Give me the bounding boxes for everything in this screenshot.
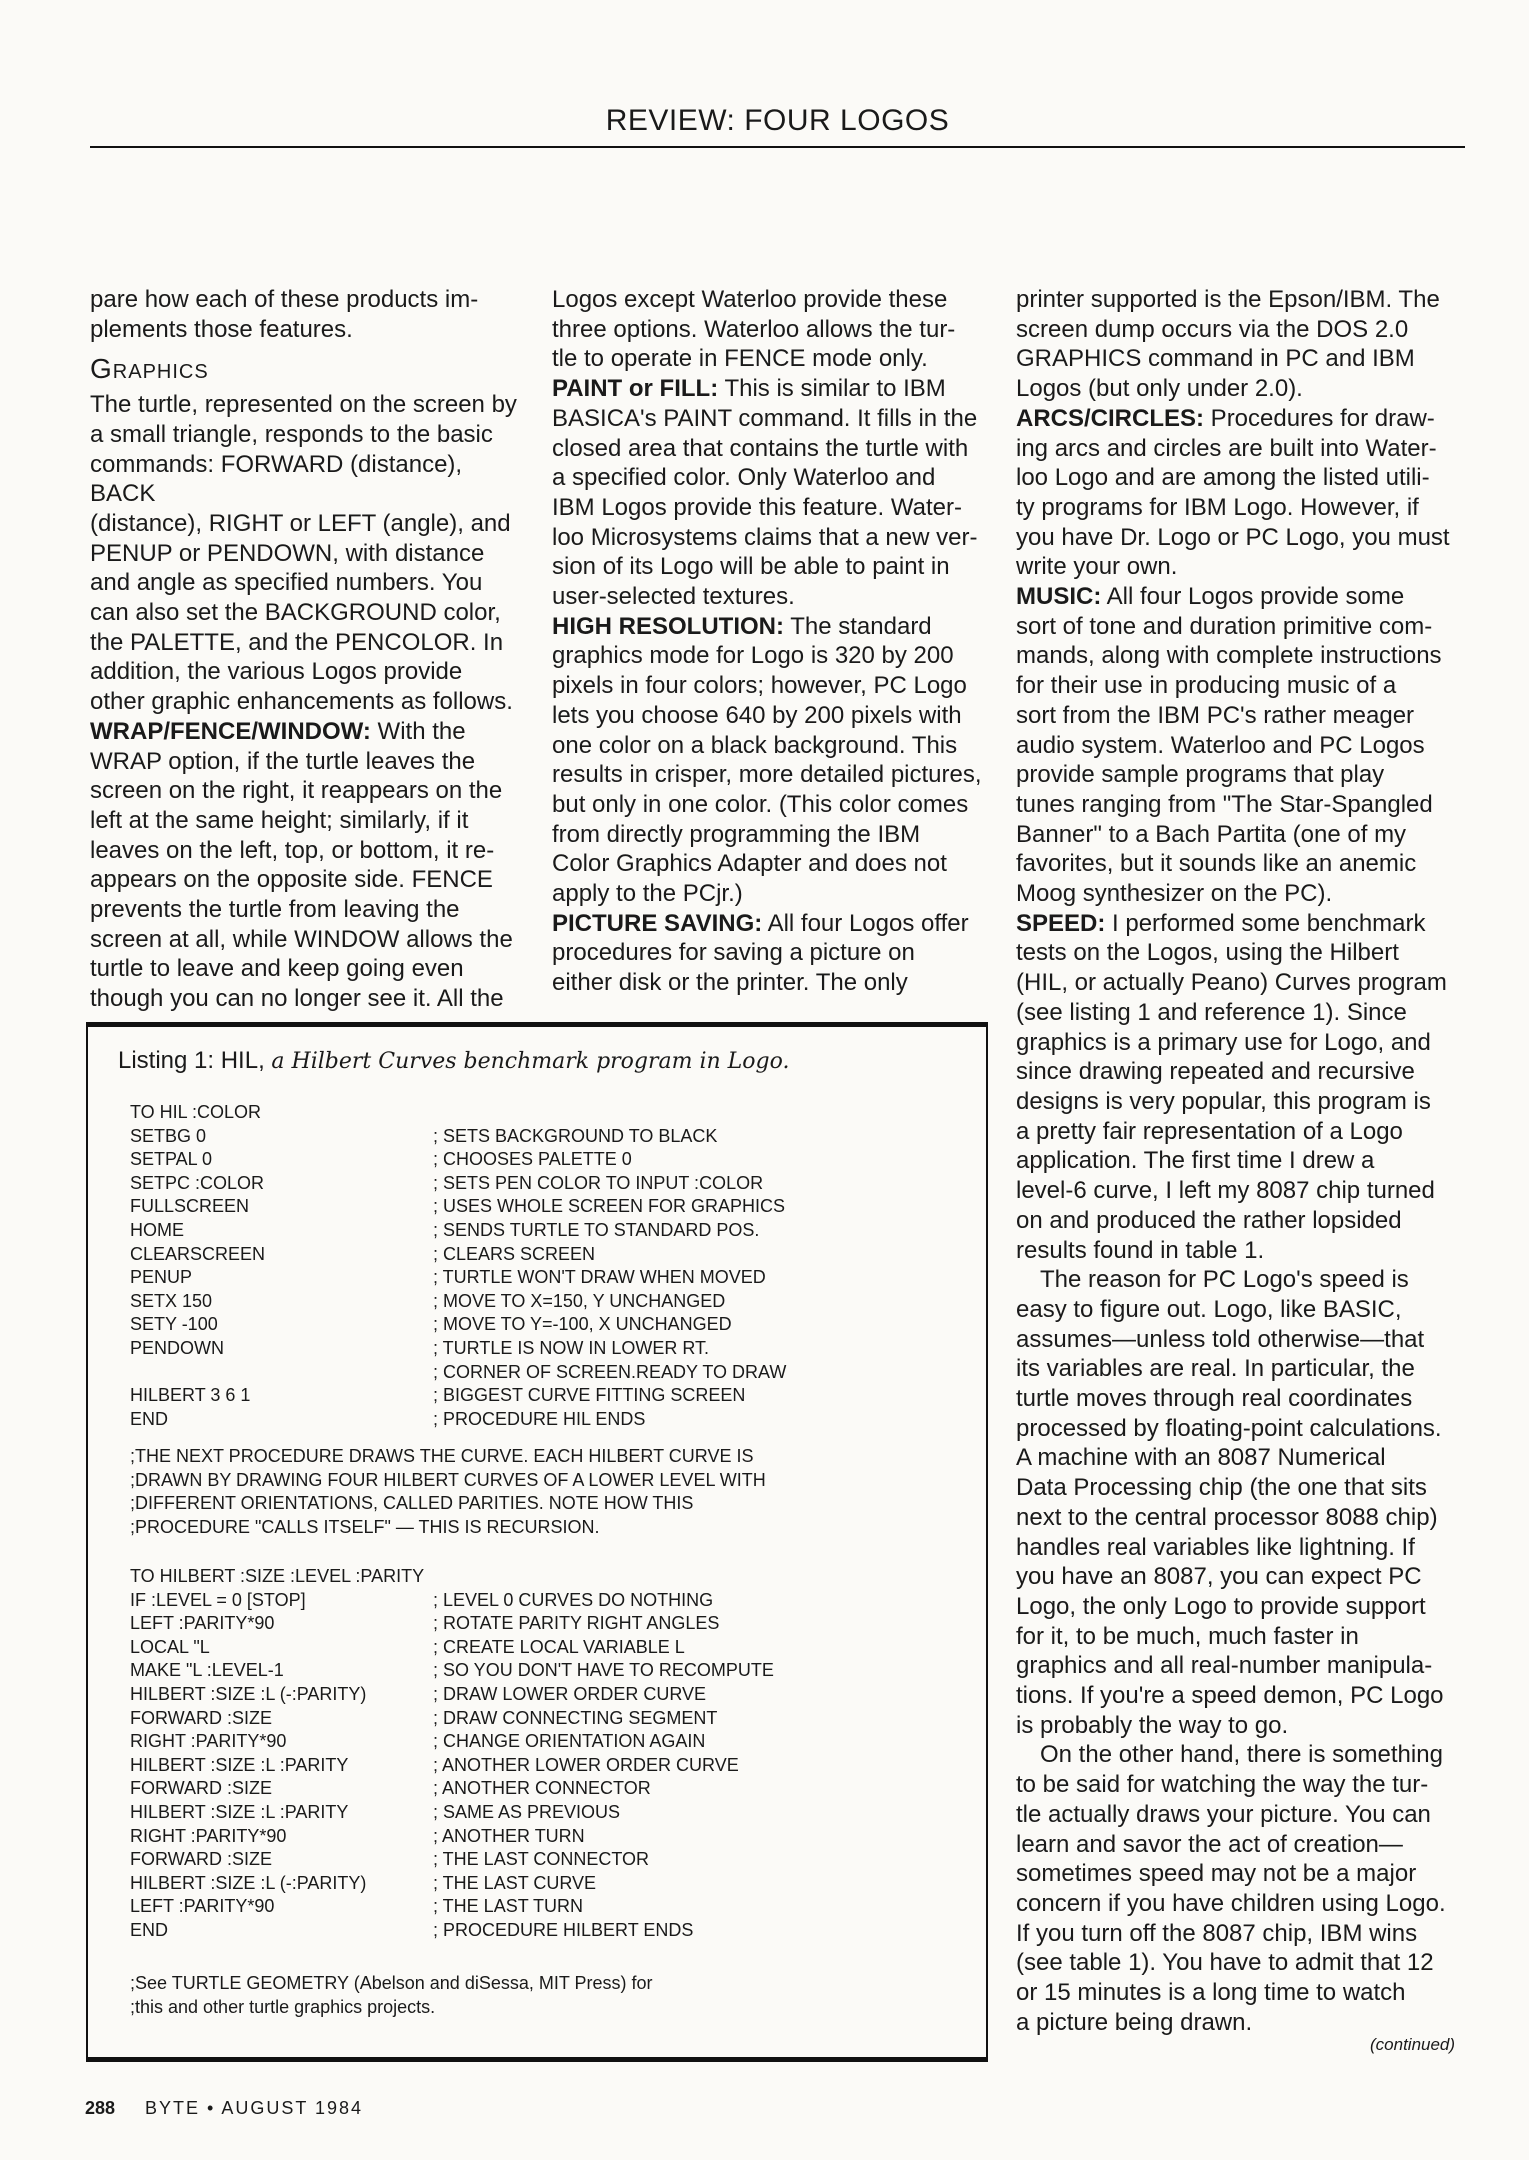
code-line: ; CREATE LOCAL VARIABLE L — [433, 1636, 685, 1657]
text-line: one color on a black background. This — [552, 731, 958, 759]
text-line: tunes ranging from "The Star-Spangled — [1016, 790, 1433, 818]
text-line: since drawing repeated and recursive — [1016, 1058, 1415, 1086]
text-line: from directly programming the IBM — [552, 820, 921, 848]
listing-block2-comment — [130, 1445, 766, 1539]
column-1 — [90, 285, 524, 1014]
text-line: BASICA's PAINT command. It fills in the — [552, 404, 978, 432]
music — [1016, 582, 1452, 612]
text-line: appears on the opposite side. FENCE — [90, 866, 493, 894]
listing-caption-prefix: Listing 1: HIL, — [118, 1047, 272, 1074]
text-line: turtle moves through real coordinates — [1016, 1385, 1413, 1413]
text-line: can also set the BACKGROUND color, — [90, 599, 501, 627]
text-line: mands, along with complete instructions — [1016, 642, 1442, 670]
text-line: leaves on the left, top, or bottom, it re- — [90, 836, 495, 864]
text-line: next to the central processor 8088 chip) — [1016, 1503, 1438, 1531]
code-line: ; ANOTHER LOWER ORDER CURVE — [433, 1754, 739, 1775]
listing-1-box — [86, 1022, 988, 2062]
text-line: sometimes speed may not be a major — [1016, 1860, 1417, 1888]
text-line: graphics mode for Logo is 320 by 200 — [552, 642, 954, 670]
code-line: ; SAME AS PREVIOUS — [433, 1801, 621, 1822]
section-heading-graphics: Graphics — [90, 353, 209, 385]
text-line: learn and savor the act of creation— — [1016, 1830, 1403, 1858]
text-line: closed area that contains the turtle with — [552, 434, 969, 462]
code-line: SETX 150 — [130, 1290, 213, 1311]
listing-block1-code — [130, 1101, 265, 1431]
text-line: the PALETTE, and the PENCOLOR. In — [90, 628, 504, 656]
text-line: application. The first time I drew a — [1016, 1147, 1375, 1175]
code-line — [433, 1101, 786, 1125]
text-line: its variables are real. In particular, the — [1016, 1355, 1415, 1383]
code-line: PENUP — [130, 1267, 193, 1288]
code-line: ; TURTLE WON'T DRAW WHEN MOVED — [433, 1267, 766, 1288]
text-line: addition, the various Logos provide — [90, 658, 463, 686]
code-line: MAKE "L :LEVEL-1 — [130, 1660, 284, 1681]
text-line: (HIL, or actually Peano) Curves program — [1016, 969, 1447, 997]
text-line: a picture being drawn. — [1016, 2008, 1253, 2036]
text-line: graphics is a primary use for Logo, and — [1016, 1028, 1431, 1056]
picture-saving-run-in-head: PICTURE SAVING: — [552, 909, 763, 937]
listing-caption-italic: a Hilbert Curves benchmark program in Logo. — [271, 1049, 790, 1074]
text-line: (see listing 1 and reference 1). Since — [1016, 998, 1407, 1026]
text-line: pixels in four colors; however, PC Logo — [552, 672, 967, 700]
wrap-fence-window — [90, 717, 524, 747]
code-line: HOME — [130, 1219, 184, 1240]
code-line — [130, 1361, 265, 1385]
paint-or-fill-first-line: This is similar to IBM — [718, 375, 946, 403]
code-line: SETPC :COLOR — [130, 1172, 265, 1193]
text-line: ing arcs and circles are built into Water- — [1016, 434, 1437, 462]
wrap-fence-window-first-line: With the — [370, 717, 466, 745]
text-line: level-6 curve, I left my 8087 chip turned — [1016, 1177, 1435, 1205]
text-line: you have an 8087, you can expect PC — [1016, 1563, 1422, 1591]
text-line: on and produced the rather lopsided — [1016, 1206, 1402, 1234]
code-line: ;this and other turtle graphics projects. — [130, 1996, 436, 2017]
text-line: The reason for PC Logo's speed is — [1040, 1266, 1409, 1294]
picture-saving — [552, 909, 988, 939]
column-2 — [552, 285, 988, 998]
code-line: END — [130, 1408, 169, 1429]
code-line: RIGHT :PARITY*90 — [130, 1731, 287, 1752]
code-line: ; BIGGEST CURVE FITTING SCREEN — [433, 1385, 746, 1406]
header-rule — [90, 146, 1465, 148]
text-line: sort from the IBM PC's rather meager — [1016, 701, 1415, 729]
text-line: On the other hand, there is something — [1040, 1741, 1443, 1769]
code-line: LEFT :PARITY*90 — [130, 1613, 275, 1634]
text-line: Logos except Waterloo provide these — [552, 286, 948, 313]
text-line: ty programs for IBM Logo. However, if — [1016, 493, 1419, 521]
code-line: ; SENDS TURTLE TO STANDARD POS. — [433, 1219, 760, 1240]
column-3 — [1016, 285, 1452, 2037]
text-line: A machine with an 8087 Numerical — [1016, 1444, 1386, 1472]
arcs-circles-run-in-head: ARCS/CIRCLES: — [1016, 404, 1205, 432]
code-line: ; THE LAST TURN — [433, 1896, 584, 1917]
code-line: END — [130, 1919, 169, 1940]
code-line: ; ROTATE PARITY RIGHT ANGLES — [433, 1613, 720, 1634]
magazine-issue: BYTE • AUGUST 1984 — [145, 2098, 364, 2118]
paint-or-fill — [552, 374, 988, 404]
code-line: HILBERT :SIZE :L (-:PARITY) — [130, 1683, 367, 1704]
code-line: FULLSCREEN — [130, 1196, 250, 1217]
high-resolution-run-in-head: HIGH RESOLUTION: — [552, 612, 784, 640]
text-line: loo Microsystems claims that a new ver- — [552, 523, 978, 551]
text-line: plements those features. — [90, 315, 353, 343]
text-line: provide sample programs that play — [1016, 761, 1385, 789]
code-line: ;THE NEXT PROCEDURE DRAWS THE CURVE. EACH HILBERT CURVE IS — [130, 1446, 754, 1466]
text-line: apply to the PCjr.) — [552, 880, 743, 908]
text-line: a small triangle, responds to the basic — [90, 420, 493, 448]
text-line: either disk or the printer. The only — [552, 969, 908, 997]
code-line: HILBERT 3 6 1 — [130, 1385, 251, 1406]
text-line: Logo, the only Logo to provide support — [1016, 1592, 1426, 1620]
text-line: printer supported is the Epson/IBM. The — [1016, 286, 1440, 313]
code-line: ; CHOOSES PALETTE 0 — [433, 1149, 632, 1170]
code-line: ; ANOTHER CONNECTOR — [433, 1778, 651, 1799]
text-line: Moog synthesizer on the PC). — [1016, 880, 1333, 908]
text-line: user-selected textures. — [552, 583, 795, 611]
arcs-circles-first-line: Procedures for draw- — [1204, 404, 1435, 432]
text-line: screen at all, while WINDOW allows the — [90, 925, 513, 953]
code-line: SETBG 0 — [130, 1125, 207, 1146]
text-line: PENUP or PENDOWN, with distance — [90, 539, 485, 567]
text-line: (distance), RIGHT or LEFT (angle), and — [90, 509, 511, 537]
code-line: ; LEVEL 0 CURVES DO NOTHING — [433, 1589, 714, 1610]
text-line: (see table 1). You have to admit that 12 — [1016, 1949, 1434, 1977]
text-line: or 15 minutes is a long time to watch — [1016, 1979, 1406, 2007]
text-line: sort of tone and duration primitive com- — [1016, 612, 1433, 640]
text-line: easy to figure out. Logo, like BASIC, — [1016, 1295, 1402, 1323]
arcs-circles — [1016, 404, 1452, 434]
music-first-line: All four Logos provide some — [1101, 583, 1405, 611]
code-line: ; CLEARS SCREEN — [433, 1243, 596, 1264]
text-line: and angle as specified numbers. You — [90, 569, 483, 597]
text-line: is probably the way to go. — [1016, 1711, 1289, 1739]
code-line: ;PROCEDURE "CALLS ITSELF" — THIS IS RECURSION. — [130, 1516, 600, 1537]
code-line: HILBERT :SIZE :L :PARITY — [130, 1801, 349, 1822]
speed-first-line: I performed some benchmark — [1105, 909, 1426, 937]
code-line: ; THE LAST CURVE — [433, 1872, 597, 1893]
text-line: Data Processing chip (the one that sits — [1016, 1474, 1427, 1502]
code-line: ; MOVE TO Y=-100, X UNCHANGED — [433, 1314, 732, 1335]
code-line: FORWARD :SIZE — [130, 1849, 273, 1870]
text-line: you have Dr. Logo or PC Logo, you must — [1016, 523, 1450, 551]
code-line: ; TURTLE IS NOW IN LOWER RT. — [433, 1337, 710, 1358]
text-line: to be said for watching the way the tur- — [1016, 1771, 1429, 1799]
code-line: TO HILBERT :SIZE :LEVEL :PARITY — [130, 1566, 425, 1586]
text-line: tests on the Logos, using the Hilbert — [1016, 939, 1399, 967]
speed — [1016, 909, 1452, 939]
text-line: prevents the turtle from leaving the — [90, 896, 460, 924]
code-line: TO HIL :COLOR — [130, 1102, 262, 1122]
listing-block3-comments — [433, 1565, 774, 1943]
text-line: other graphic enhancements as follows. — [90, 688, 513, 716]
text-line: results in crisper, more detailed pictures, — [552, 761, 982, 789]
text-line: If you turn off the 8087 chip, IBM wins — [1016, 1919, 1418, 1947]
text-line: a specified color. Only Waterloo and — [552, 464, 936, 492]
text-line: commands: FORWARD (distance), BACK — [90, 450, 463, 508]
code-line: ; CORNER OF SCREEN.READY TO DRAW — [433, 1361, 787, 1382]
text-line: loo Logo and are among the listed utili- — [1016, 464, 1430, 492]
text-line: The turtle, represented on the screen by — [90, 391, 517, 419]
continued-note: (continued) — [1370, 2035, 1456, 2054]
code-line: FORWARD :SIZE — [130, 1707, 273, 1728]
text-line: tle to operate in FENCE mode only. — [552, 345, 928, 373]
text-line: results found in table 1. — [1016, 1236, 1265, 1264]
code-line: HILBERT :SIZE :L (-:PARITY) — [130, 1872, 367, 1893]
text-line: graphics and all real-number manipula- — [1016, 1652, 1433, 1680]
text-line: Banner" to a Bach Partita (one of my — [1016, 820, 1407, 848]
text-line: processed by floating-point calculations. — [1016, 1414, 1442, 1442]
code-line — [433, 1565, 774, 1589]
code-line: ; DRAW LOWER ORDER CURVE — [433, 1683, 707, 1704]
text-line: tle actually draws your picture. You can — [1016, 1800, 1431, 1828]
text-line: Logos (but only under 2.0). — [1016, 375, 1303, 403]
code-line: RIGHT :PARITY*90 — [130, 1825, 287, 1846]
text-line: sion of its Logo will be able to paint in — [552, 553, 950, 581]
text-line: tions. If you're a speed demon, PC Logo — [1016, 1682, 1444, 1710]
code-line: ; PROCEDURE HIL ENDS — [433, 1408, 646, 1429]
code-line: ; SO YOU DON'T HAVE TO RECOMPUTE — [433, 1660, 774, 1681]
picture-saving-first-line: All four Logos offer — [762, 909, 969, 937]
page-number: 288 — [85, 2098, 116, 2118]
text-line: concern if you have children using Logo. — [1016, 1889, 1446, 1917]
code-line: ; DRAW CONNECTING SEGMENT — [433, 1707, 718, 1728]
paint-or-fill-run-in-head: PAINT or FILL: — [552, 375, 719, 403]
code-line: ; CHANGE ORIENTATION AGAIN — [433, 1731, 706, 1752]
running-header: REVIEW: FOUR LOGOS — [605, 104, 950, 137]
code-line: ; SETS PEN COLOR TO INPUT :COLOR — [433, 1172, 764, 1193]
text-line: pare how each of these products im- — [90, 286, 479, 313]
code-line: HILBERT :SIZE :L :PARITY — [130, 1754, 349, 1775]
code-line: ; USES WHOLE SCREEN FOR GRAPHICS — [433, 1196, 786, 1217]
code-line: PENDOWN — [130, 1337, 224, 1358]
code-line: ;DRAWN BY DRAWING FOUR HILBERT CURVES OF A LOWER LEVEL WITH — [130, 1469, 766, 1490]
code-line: LEFT :PARITY*90 — [130, 1896, 275, 1917]
code-line: ; THE LAST CONNECTOR — [433, 1849, 650, 1870]
text-line: Color Graphics Adapter and does not — [552, 850, 947, 878]
text-line: but only in one color. (This color comes — [552, 790, 969, 818]
text-line: though you can no longer see it. All the — [90, 985, 504, 1013]
high-resolution — [552, 612, 988, 642]
listing-block4-reference — [130, 1972, 653, 2019]
text-line: audio system. Waterloo and PC Logos — [1016, 731, 1425, 759]
listing-block1-comments — [433, 1101, 786, 1431]
code-line: SETY -100 — [130, 1314, 218, 1335]
listing-caption — [118, 1047, 789, 1075]
code-line: ;DIFFERENT ORIENTATIONS, CALLED PARITIES. NOTE HOW THIS — [130, 1493, 694, 1514]
code-line: ; SETS BACKGROUND TO BLACK — [433, 1125, 718, 1146]
wrap-fence-window-run-in-head: WRAP/FENCE/WINDOW: — [90, 717, 371, 745]
listing-block3-code — [130, 1565, 424, 1943]
text-line: turtle to leave and keep going even — [90, 955, 464, 983]
high-resolution-first-line: The standard — [784, 612, 932, 640]
text-line: for their use in producing music of a — [1016, 672, 1397, 700]
text-line: a pretty fair representation of a Logo — [1016, 1117, 1403, 1145]
text-line: left at the same height; similarly, if it — [90, 806, 469, 834]
text-line: screen dump occurs via the DOS 2.0 — [1016, 315, 1409, 343]
text-line: screen on the right, it reappears on the — [90, 777, 503, 805]
music-run-in-head: MUSIC: — [1016, 583, 1102, 611]
text-line: assumes—unless told otherwise—that — [1016, 1325, 1425, 1353]
text-line: IBM Logos provide this feature. Water- — [552, 493, 962, 521]
text-line: GRAPHICS command in PC and IBM — [1016, 345, 1415, 373]
text-line: three options. Waterloo allows the tur- — [552, 315, 956, 343]
text-line: procedures for saving a picture on — [552, 939, 915, 967]
text-line: lets you choose 640 by 200 pixels with — [552, 701, 962, 729]
code-line: SETPAL 0 — [130, 1149, 213, 1170]
code-line: CLEARSCREEN — [130, 1243, 266, 1264]
code-line: LOCAL "L — [130, 1636, 210, 1657]
text-line: favorites, but it sounds like an anemic — [1016, 850, 1417, 878]
text-line: write your own. — [1016, 553, 1178, 581]
code-line: ;See TURTLE GEOMETRY (Abelson and diSessa, MIT Press) for — [130, 1973, 653, 1993]
text-line: for it, to be much, much faster in — [1016, 1622, 1359, 1650]
text-line: handles real variables like lightning. If — [1016, 1533, 1415, 1561]
text-line: designs is very popular, this program is — [1016, 1087, 1431, 1115]
speed-run-in-head: SPEED: — [1016, 909, 1106, 937]
code-line: IF :LEVEL = 0 [STOP] — [130, 1589, 306, 1610]
code-line: FORWARD :SIZE — [130, 1778, 273, 1799]
code-line: ; ANOTHER TURN — [433, 1825, 585, 1846]
code-line: ; PROCEDURE HILBERT ENDS — [433, 1919, 694, 1940]
text-line: WRAP option, if the turtle leaves the — [90, 747, 476, 775]
code-line: ; MOVE TO X=150, Y UNCHANGED — [433, 1290, 726, 1311]
